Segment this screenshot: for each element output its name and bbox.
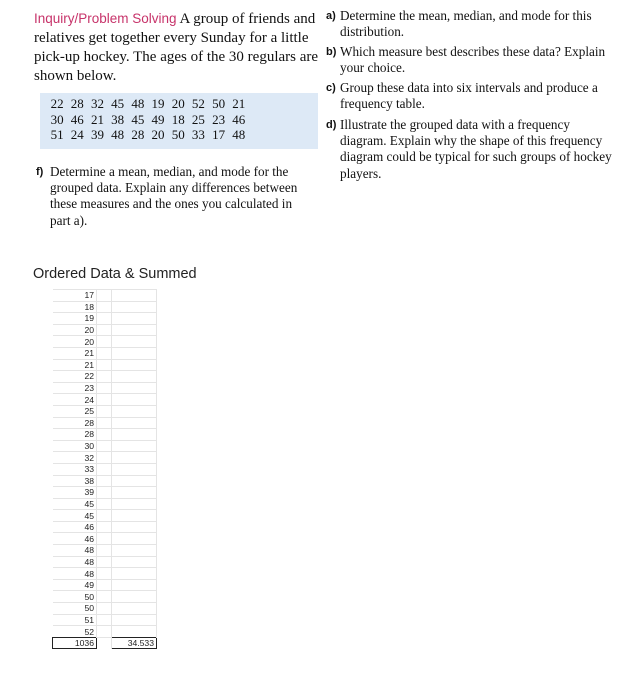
question-d-label: d) — [326, 119, 337, 131]
empty-cell[interactable] — [112, 405, 157, 417]
question-c-text: Group these data into six intervals and produce a frequency table. — [340, 80, 598, 112]
age-value: 45 — [131, 111, 145, 127]
spreadsheet-row — [53, 521, 157, 533]
question-a-text: Determine the mean, median, and mode for this distribution. — [340, 8, 592, 40]
empty-cell[interactable] — [112, 394, 157, 406]
age-value: 48 — [131, 96, 145, 111]
spreadsheet-row — [53, 626, 157, 638]
empty-cell[interactable] — [112, 324, 157, 336]
empty-cell[interactable] — [97, 568, 112, 580]
spreadsheet-row — [53, 498, 157, 510]
empty-cell[interactable] — [112, 510, 157, 522]
age-value: 32 — [90, 96, 104, 111]
empty-cell[interactable] — [112, 440, 157, 452]
sorted-age-cell[interactable]: 19 — [53, 313, 97, 325]
inquiry-heading: Inquiry/Problem Solving — [34, 11, 177, 26]
empty-cell[interactable] — [97, 417, 112, 429]
question-f-label: f) — [36, 166, 44, 178]
spreadsheet-row — [53, 347, 157, 359]
empty-cell[interactable] — [97, 452, 112, 464]
empty-cell[interactable] — [97, 475, 112, 487]
sorted-age-cell[interactable]: 45 — [53, 498, 97, 510]
age-value: 49 — [151, 111, 165, 127]
sorted-age-cell[interactable]: 30 — [53, 440, 97, 452]
age-value: 19 — [151, 96, 165, 111]
empty-cell[interactable] — [112, 626, 157, 638]
question-f — [36, 164, 306, 229]
spreadsheet-summary-row — [53, 637, 157, 649]
question-f-text: Determine a mean, median, and mode for the grouped data. Explain any differences between these measures and the ones you calculated in part a). — [50, 164, 298, 228]
empty-cell[interactable] — [97, 579, 112, 591]
age-value: 20 — [151, 127, 165, 142]
age-value: 22 — [50, 96, 64, 111]
sorted-age-cell[interactable]: 28 — [53, 417, 97, 429]
empty-cell[interactable] — [112, 545, 157, 557]
empty-cell[interactable] — [112, 521, 157, 533]
empty-cell[interactable] — [97, 336, 112, 348]
sorted-age-cell[interactable]: 18 — [53, 301, 97, 313]
question-b — [326, 44, 616, 76]
empty-cell[interactable] — [97, 313, 112, 325]
mean-cell[interactable]: 34.533 — [112, 637, 157, 649]
empty-cell[interactable] — [112, 313, 157, 325]
empty-cell[interactable] — [97, 626, 112, 638]
sorted-age-cell[interactable]: 17 — [53, 290, 97, 302]
empty-cell[interactable] — [97, 394, 112, 406]
empty-cell[interactable] — [97, 521, 112, 533]
sorted-age-cell[interactable]: 20 — [53, 324, 97, 336]
empty-cell[interactable] — [112, 579, 157, 591]
empty-cell[interactable] — [112, 290, 157, 302]
empty-cell[interactable] — [112, 556, 157, 568]
spreadsheet-row — [53, 429, 157, 441]
empty-cell[interactable] — [97, 603, 112, 615]
sorted-age-cell[interactable]: 25 — [53, 405, 97, 417]
spreadsheet-row — [53, 463, 157, 475]
empty-cell[interactable] — [112, 475, 157, 487]
question-c — [326, 80, 616, 112]
ages-table — [47, 96, 249, 143]
empty-cell[interactable] — [97, 533, 112, 545]
empty-cell[interactable] — [112, 347, 157, 359]
sorted-age-cell[interactable]: 48 — [53, 545, 97, 557]
empty-cell[interactable] — [97, 440, 112, 452]
sorted-age-cell[interactable]: 52 — [53, 626, 97, 638]
sorted-age-cell[interactable]: 50 — [53, 603, 97, 615]
sorted-age-cell[interactable]: 48 — [53, 556, 97, 568]
sorted-age-cell[interactable]: 51 — [53, 614, 97, 626]
sorted-age-cell[interactable]: 28 — [53, 429, 97, 441]
empty-cell[interactable] — [97, 301, 112, 313]
empty-cell[interactable] — [97, 347, 112, 359]
spreadsheet-row — [53, 591, 157, 603]
age-value: 33 — [191, 127, 205, 142]
age-value: 21 — [90, 111, 104, 127]
age-value: 46 — [70, 111, 84, 127]
age-value: 24 — [70, 127, 84, 142]
sorted-age-cell[interactable]: 33 — [53, 463, 97, 475]
spreadsheet-grid — [52, 289, 157, 649]
question-a-label: a) — [326, 10, 336, 22]
spreadsheet-row — [53, 290, 157, 302]
ages-row — [47, 112, 249, 128]
sorted-age-cell[interactable]: 20 — [53, 336, 97, 348]
spreadsheet-row — [53, 533, 157, 545]
empty-cell[interactable] — [112, 452, 157, 464]
empty-cell[interactable] — [112, 417, 157, 429]
age-value: 52 — [191, 96, 205, 111]
empty-cell[interactable] — [112, 336, 157, 348]
sorted-age-cell[interactable]: 24 — [53, 394, 97, 406]
age-value: 17 — [212, 127, 226, 142]
empty-cell[interactable] — [112, 603, 157, 615]
empty-cell[interactable] — [97, 545, 112, 557]
age-value: 28 — [131, 127, 145, 142]
empty-cell[interactable] — [112, 429, 157, 441]
empty-cell[interactable] — [97, 463, 112, 475]
spreadsheet-row — [53, 417, 157, 429]
spreadsheet-row — [53, 545, 157, 557]
age-value: 38 — [111, 111, 125, 127]
empty-cell[interactable] — [97, 290, 112, 302]
empty-cell[interactable] — [112, 498, 157, 510]
spreadsheet-row — [53, 487, 157, 499]
age-value: 20 — [171, 96, 185, 111]
spreadsheet-row — [53, 394, 157, 406]
empty-cell[interactable] — [97, 498, 112, 510]
sum-cell[interactable]: 1036 — [53, 637, 97, 649]
empty-cell[interactable] — [97, 637, 112, 649]
sorted-age-cell[interactable]: 21 — [53, 359, 97, 371]
age-value: 23 — [212, 111, 226, 127]
spreadsheet-row — [53, 452, 157, 464]
age-value: 51 — [50, 127, 64, 142]
ages-data-box — [40, 93, 318, 149]
sorted-age-cell[interactable]: 21 — [53, 347, 97, 359]
question-c-label: c) — [326, 82, 336, 94]
empty-cell[interactable] — [97, 405, 112, 417]
question-b-text: Which measure best describes these data? Explain your choice. — [340, 44, 606, 76]
empty-cell[interactable] — [97, 359, 112, 371]
question-d — [326, 117, 616, 182]
sorted-age-cell[interactable]: 45 — [53, 510, 97, 522]
sorted-age-cell[interactable]: 46 — [53, 533, 97, 545]
age-value: 46 — [232, 111, 246, 127]
spreadsheet-row — [53, 405, 157, 417]
empty-cell[interactable] — [112, 568, 157, 580]
empty-cell[interactable] — [112, 382, 157, 394]
empty-cell[interactable] — [112, 487, 157, 499]
empty-cell[interactable] — [97, 556, 112, 568]
sorted-age-cell[interactable]: 46 — [53, 521, 97, 533]
empty-cell[interactable] — [112, 359, 157, 371]
question-d-text: Illustrate the grouped data with a frequency diagram. Explain why the shape of this frequency diagram could be typical for such groups of hockey players. — [340, 117, 612, 181]
spreadsheet-row — [53, 301, 157, 313]
spreadsheet-row — [53, 371, 157, 383]
spreadsheet-row — [53, 313, 157, 325]
spreadsheet-row — [53, 510, 157, 522]
empty-cell[interactable] — [97, 371, 112, 383]
age-value: 39 — [90, 127, 104, 142]
spreadsheet-row — [53, 440, 157, 452]
spreadsheet-row — [53, 556, 157, 568]
ages-row — [47, 96, 249, 112]
age-value: 48 — [232, 127, 246, 142]
empty-cell[interactable] — [112, 533, 157, 545]
sorted-age-cell[interactable]: 38 — [53, 475, 97, 487]
age-value: 18 — [171, 111, 185, 127]
question-b-label: b) — [326, 46, 337, 58]
sorted-age-cell[interactable]: 39 — [53, 487, 97, 499]
empty-cell[interactable] — [112, 371, 157, 383]
empty-cell[interactable] — [97, 382, 112, 394]
empty-cell[interactable] — [97, 510, 112, 522]
age-value: 25 — [191, 111, 205, 127]
age-value: 21 — [232, 96, 246, 111]
empty-cell[interactable] — [112, 463, 157, 475]
sorted-age-cell[interactable]: 49 — [53, 579, 97, 591]
spreadsheet-row — [53, 603, 157, 615]
spreadsheet-title: Ordered Data & Summed — [33, 266, 197, 282]
empty-cell[interactable] — [97, 614, 112, 626]
empty-cell[interactable] — [97, 324, 112, 336]
spreadsheet-row — [53, 359, 157, 371]
age-value: 45 — [111, 96, 125, 111]
spreadsheet-row — [53, 568, 157, 580]
empty-cell[interactable] — [97, 591, 112, 603]
empty-cell[interactable] — [112, 301, 157, 313]
empty-cell[interactable] — [97, 429, 112, 441]
empty-cell[interactable] — [112, 614, 157, 626]
age-value: 30 — [50, 111, 64, 127]
spreadsheet-row — [53, 614, 157, 626]
age-value: 50 — [171, 127, 185, 142]
sorted-age-cell[interactable]: 32 — [53, 452, 97, 464]
age-value: 48 — [111, 127, 125, 142]
question-a — [326, 8, 616, 40]
sorted-age-cell[interactable]: 22 — [53, 371, 97, 383]
spreadsheet-row — [53, 382, 157, 394]
spreadsheet-row — [53, 336, 157, 348]
sorted-age-cell[interactable]: 23 — [53, 382, 97, 394]
spreadsheet-row — [53, 475, 157, 487]
spreadsheet-row — [53, 324, 157, 336]
sorted-age-cell[interactable]: 50 — [53, 591, 97, 603]
problem-intro — [34, 9, 324, 86]
age-value: 50 — [212, 96, 226, 111]
intro-text: A group of friends and relatives get together every Sunday for a little pick-up hockey. The ages of the 30 regulars are shown below. — [34, 11, 319, 84]
sorted-age-cell[interactable]: 48 — [53, 568, 97, 580]
empty-cell[interactable] — [112, 591, 157, 603]
age-value: 28 — [70, 96, 84, 111]
ages-row — [47, 127, 249, 143]
spreadsheet-row — [53, 579, 157, 591]
empty-cell[interactable] — [97, 487, 112, 499]
